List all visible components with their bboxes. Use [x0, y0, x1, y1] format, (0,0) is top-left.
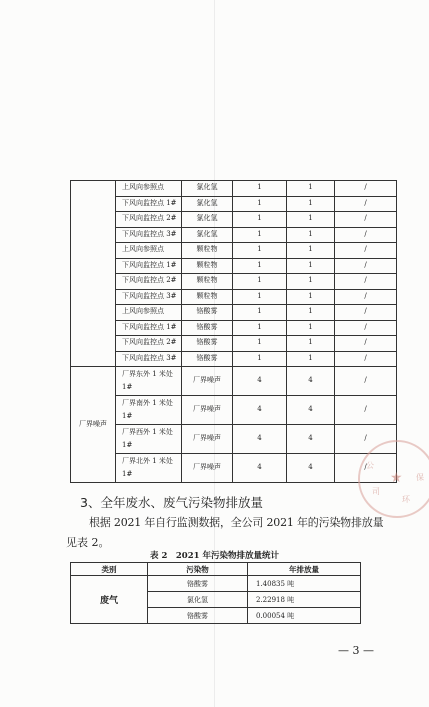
- pollutant-cell: 颗粒物: [182, 274, 233, 290]
- note-cell: /: [335, 396, 397, 425]
- count-cell: 4: [287, 367, 335, 396]
- location-cell: 下风向监控点 1#: [116, 258, 182, 274]
- count-cell: 1: [233, 258, 287, 274]
- count-cell: 4: [287, 396, 335, 425]
- table-row: [71, 367, 397, 396]
- location-cell: 下风向监控点 2#: [116, 212, 182, 228]
- count-cell: 1: [233, 320, 287, 336]
- location-cell: 厂界南外 1 米处 1#: [116, 396, 182, 425]
- page-number: — 3 —: [338, 644, 374, 657]
- emission-table: [70, 562, 361, 624]
- count-cell: 1: [233, 351, 287, 367]
- amount-cell: 0.00054 吨: [248, 608, 361, 624]
- location-cell: 下风向监控点 3#: [116, 227, 182, 243]
- location-cell: 上风向参照点: [116, 243, 182, 259]
- note-cell: /: [335, 227, 397, 243]
- count-cell: 1: [233, 274, 287, 290]
- count-cell: 1: [287, 274, 335, 290]
- count-cell: 1: [287, 196, 335, 212]
- count-cell: 4: [233, 454, 287, 483]
- location-cell: 下风向监控点 2#: [116, 274, 182, 290]
- star-icon: ★: [390, 470, 403, 486]
- count-cell: 1: [233, 336, 287, 352]
- location-cell: 下风向监控点 1#: [116, 320, 182, 336]
- note-cell: /: [335, 320, 397, 336]
- count-cell: 1: [287, 243, 335, 259]
- table-row: [71, 351, 397, 367]
- count-cell: 1: [287, 305, 335, 321]
- table-row: [71, 576, 361, 592]
- pollutant-cell: 氯化氢: [182, 196, 233, 212]
- category-cell: 废气: [71, 576, 148, 624]
- count-cell: 1: [287, 351, 335, 367]
- pollutant-cell: 铬酸雾: [148, 576, 248, 592]
- count-cell: 1: [233, 289, 287, 305]
- pollutant-cell: 氯化氢: [148, 592, 248, 608]
- count-cell: 4: [287, 454, 335, 483]
- pollutant-cell: 厂界噪声: [182, 454, 233, 483]
- pollutant-cell: 铬酸雾: [148, 608, 248, 624]
- count-cell: 1: [233, 305, 287, 321]
- note-cell: /: [335, 243, 397, 259]
- emission-paragraph: [66, 513, 384, 553]
- note-cell: /: [335, 305, 397, 321]
- count-cell: 1: [287, 320, 335, 336]
- count-cell: 1: [233, 196, 287, 212]
- header-category: 类别: [71, 563, 148, 576]
- count-cell: 1: [233, 181, 287, 197]
- pollutant-cell: 氯化氢: [182, 227, 233, 243]
- note-cell: /: [335, 289, 397, 305]
- seal-char: 保: [416, 473, 424, 482]
- table-row: [71, 454, 397, 483]
- count-cell: 1: [233, 243, 287, 259]
- count-cell: 4: [287, 425, 335, 454]
- location-cell: 下风向监控点 2#: [116, 336, 182, 352]
- count-cell: 1: [287, 227, 335, 243]
- count-cell: 4: [233, 425, 287, 454]
- note-cell: /: [335, 181, 397, 197]
- table-row: [71, 425, 397, 454]
- count-cell: 1: [287, 289, 335, 305]
- seal-char: 公: [366, 461, 374, 470]
- seal-char: 环: [402, 495, 410, 504]
- pollutant-cell: 颗粒物: [182, 258, 233, 274]
- amount-cell: 1.40835 吨: [248, 576, 361, 592]
- table-row: [71, 196, 397, 212]
- pollutant-cell: 铬酸雾: [182, 320, 233, 336]
- paragraph-line: 见表 2。: [66, 536, 110, 549]
- location-cell: 上风向参照点: [116, 305, 182, 321]
- pollutant-cell: 厂界噪声: [182, 367, 233, 396]
- table-row: [71, 320, 397, 336]
- pollutant-cell: 铬酸雾: [182, 336, 233, 352]
- location-cell: 下风向监控点 1#: [116, 196, 182, 212]
- table-header-row: [71, 563, 361, 576]
- note-cell: /: [335, 258, 397, 274]
- pollutant-cell: 铬酸雾: [182, 305, 233, 321]
- count-cell: 4: [233, 396, 287, 425]
- pollutant-cell: 厂界噪声: [182, 425, 233, 454]
- category-cell: [71, 181, 116, 367]
- location-cell: 上风向参照点: [116, 181, 182, 197]
- count-cell: 1: [233, 212, 287, 228]
- monitoring-frequency-table: [70, 180, 397, 483]
- location-cell: 厂界北外 1 米处 1#: [116, 454, 182, 483]
- seal-char: 司: [372, 487, 380, 496]
- table-row: [71, 243, 397, 259]
- header-amount: 年排放量: [248, 563, 361, 576]
- section-heading: 3、全年废水、废气污染物排放量: [80, 495, 263, 510]
- count-cell: 1: [287, 258, 335, 274]
- count-cell: 1: [233, 227, 287, 243]
- note-cell: /: [335, 367, 397, 396]
- table-row: [71, 258, 397, 274]
- table2-caption: 表 2 2021 年污染物排放量统计: [150, 551, 279, 561]
- location-cell: 厂界西外 1 米处 1#: [116, 425, 182, 454]
- pollutant-cell: 氯化氢: [182, 212, 233, 228]
- pollutant-cell: 颗粒物: [182, 289, 233, 305]
- note-cell: /: [335, 212, 397, 228]
- note-cell: /: [335, 425, 397, 454]
- company-seal-stamp: [358, 440, 429, 518]
- location-cell: 下风向监控点 3#: [116, 289, 182, 305]
- table-row: [71, 396, 397, 425]
- table-row: [71, 289, 397, 305]
- location-cell: 下风向监控点 3#: [116, 351, 182, 367]
- note-cell: /: [335, 336, 397, 352]
- pollutant-cell: 颗粒物: [182, 243, 233, 259]
- table-row: [71, 181, 397, 197]
- count-cell: 1: [287, 181, 335, 197]
- note-cell: /: [335, 454, 397, 483]
- count-cell: 4: [233, 367, 287, 396]
- paragraph-line: 根据 2021 年自行监测数据，全公司 2021 年的污染物排放量: [89, 516, 384, 529]
- count-cell: 1: [287, 212, 335, 228]
- table-row: [71, 227, 397, 243]
- note-cell: /: [335, 196, 397, 212]
- category-cell: 厂界噪声: [71, 367, 116, 483]
- table-row: [71, 274, 397, 290]
- header-pollutant: 污染物: [148, 563, 248, 576]
- table-row: [71, 305, 397, 321]
- table-row: [71, 336, 397, 352]
- pollutant-cell: 氯化氢: [182, 181, 233, 197]
- pollutant-cell: 铬酸雾: [182, 351, 233, 367]
- pollutant-cell: 厂界噪声: [182, 396, 233, 425]
- note-cell: /: [335, 274, 397, 290]
- note-cell: /: [335, 351, 397, 367]
- count-cell: 1: [287, 336, 335, 352]
- location-cell: 厂界东外 1 米处 1#: [116, 367, 182, 396]
- table-row: [71, 212, 397, 228]
- amount-cell: 2.22918 吨: [248, 592, 361, 608]
